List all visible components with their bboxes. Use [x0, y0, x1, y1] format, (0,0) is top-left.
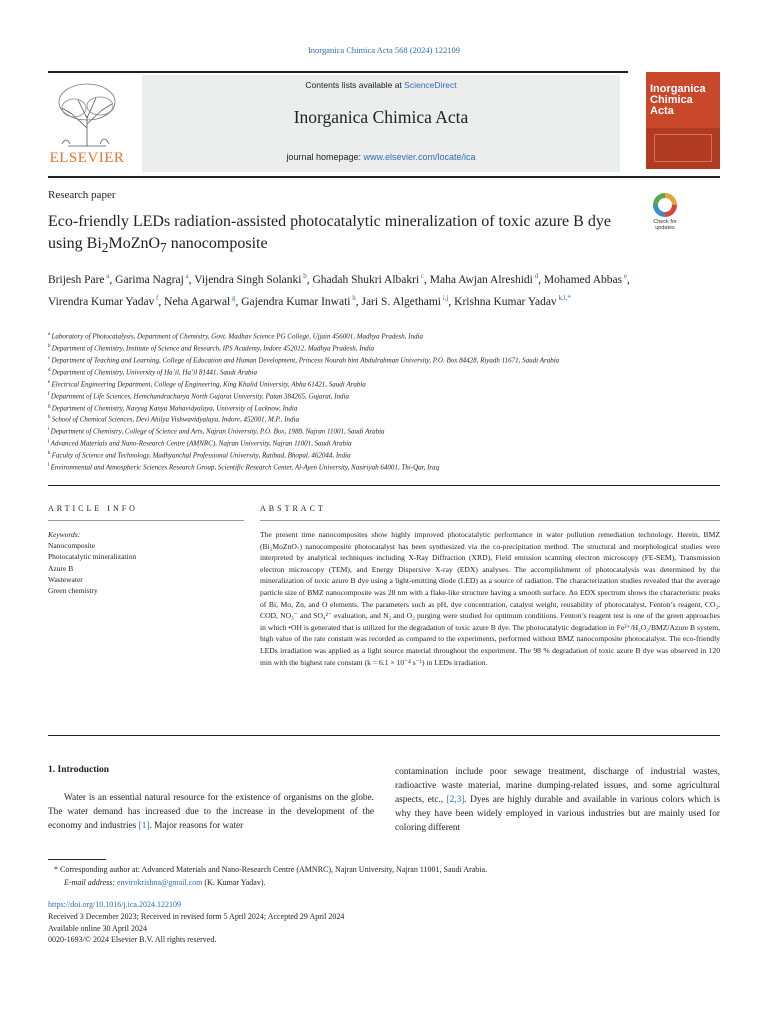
- footnote-rule: [48, 859, 106, 860]
- author-affiliation-marker[interactable]: h: [350, 293, 356, 302]
- title-subscript-1: 2: [101, 240, 109, 256]
- affiliation-item: [48, 378, 668, 390]
- journal-citation[interactable]: Inorganica Chimica Acta 568 (2024) 122109: [307, 45, 461, 55]
- email-suffix: (K. Kumar Yadav).: [202, 878, 266, 887]
- affiliation-text: Department of Teaching and Learning, College of Education and Human Development, Princess Nourah bint Abdulrahman University, P.O. Box 84428, Riyadh 11671, Saudi Arabia: [51, 356, 560, 365]
- header-bottom-rule: [48, 176, 720, 178]
- affiliation-item: [48, 342, 668, 354]
- author-separator: ,: [188, 273, 195, 286]
- received-dates: Received 3 December 2023; Received in revised form 5 April 2024; Accepted 29 April 2024: [48, 911, 345, 921]
- affiliation-text: School of Chemical Sciences, Devi Ahilya Vishwavidyalaya, Indore, 452001, M.P., India: [51, 415, 299, 424]
- email-label: E-mail address:: [64, 878, 118, 887]
- affiliation-item: [48, 437, 668, 449]
- article-info-heading: ARTICLE INFO: [48, 504, 138, 513]
- email-note: [64, 877, 724, 889]
- intro-text: contamination include poor sewage treatment, discharge of industrial wastes, radioactive waste material, marine dumping-related issues, and some agricultural aspects, etc.,: [395, 767, 720, 805]
- intro-text: . Dyes are highly durable and available in various colors which is why they have been widely employed in various industries but are mainly used for coloring different: [395, 795, 720, 833]
- keyword: Azure B: [48, 563, 74, 573]
- abstract-text: The present time nanocomposites show highly improved photocatalytic performance in water pollution remediation technology. Herein, BMZ (Bi₂MoZnO₇) nanocomposite photocatalyst has been synthesized via the co-precipitation method. The structural and morphological studies were interpreted by analytical techniques including X-Ray Diffraction (XRD), Field emission scanning electron microscopy (FE-SEM), Transmission electron microscopy (TEM), and Energy Dispersive X-ray (EDX) analyses. The accomplishment of photocatalysis was determined by the mineralization of toxic azure B dye using a light-emitting diode (LED) as a source of radiation. The characterization studies revealed that the average particle size of BMZ nanocomposite was 28 nm with a flake-like structure having a smooth surface. An EDX spectrum shows the characteristic peaks of Bi, Mo, Zn, and O elements. The parameters such as pH, dye concentration, catalyst weight, reusability of photocatalyst, Fenton’s reagent, CO₂, COD, NO₃⁻ and SO₄²⁻ evaluation, and N₂ and O₂ purging were studied for optimum conditions. Fenton’s reagent test is one of the green approaches in which •OH is generated that is utilized for the degradation of toxic azure B dye. The photocatalytic degradation in Fe²⁺/H₂O₂/BMZ/Azure B system, high value of the rate constant was recorded as compared to the experiments, performed without BMZ nanocomposite photocatalyst. The eco-friendly LEDs irradiation was applied as a light source material throughout the experiment. The 98 % degradation of toxic azure B dye was observed in 120 min with the highest rate constant (k = 6.1 × 10⁻⁴ s⁻¹) in LEDs irradiation.: [260, 530, 720, 667]
- title-part-3: nanocomposite: [166, 235, 268, 252]
- article-meta: [48, 899, 708, 946]
- keyword: Photocatalytic mineralization: [48, 552, 137, 562]
- affiliation-list: [48, 330, 668, 473]
- author-separator: ,: [448, 295, 455, 308]
- author-affiliation-marker[interactable]: i,j: [441, 293, 449, 302]
- author-name[interactable]: Vijendra Singh Solanki: [194, 273, 302, 286]
- abstract-heading: ABSTRACT: [260, 504, 326, 513]
- author-affiliation-marker[interactable]: g: [230, 293, 236, 302]
- title-part-2: MoZnO: [108, 235, 161, 252]
- author-affiliation-marker[interactable]: a: [104, 272, 110, 280]
- affiliation-item: [48, 366, 668, 378]
- affiliation-text: Department of Chemistry, University of Ha’il, Ha’il 81441, Saudi Arabia: [51, 368, 257, 377]
- author-separator: ,: [626, 273, 630, 286]
- author-affiliation-marker[interactable]: c: [419, 272, 425, 280]
- author-name[interactable]: Mohamed Abbas: [543, 273, 623, 286]
- affiliation-key: h: [48, 415, 52, 421]
- author-name[interactable]: Brijesh Pare: [48, 273, 105, 286]
- check-updates-label: Check for updates: [653, 219, 677, 231]
- abstract-rule: [260, 520, 720, 521]
- author-affiliation-marker[interactable]: d: [532, 272, 539, 280]
- affiliation-key: b: [48, 343, 52, 349]
- introduction-right-column: [395, 765, 720, 835]
- abstract-bottom-rule: [48, 735, 720, 736]
- author-affiliation-marker[interactable]: b: [301, 272, 307, 280]
- journal-cover-thumbnail[interactable]: [646, 72, 720, 169]
- journal-homepage-line: [142, 152, 620, 162]
- keywords-block: [48, 529, 244, 596]
- check-for-updates-button[interactable]: [648, 193, 682, 233]
- author-separator: ,: [306, 273, 313, 286]
- affiliation-item: [48, 330, 668, 342]
- keyword: Green chemistry: [48, 586, 98, 596]
- introduction-heading: 1. Introduction: [48, 765, 110, 775]
- affiliation-text: Department of Chemistry, College of Science and Arts, Najran University, P.O. Box, 1988, Najran 11001, Saudi Arabia: [50, 427, 385, 436]
- affiliation-item: [48, 449, 668, 461]
- article-info-top-rule: [48, 485, 720, 486]
- author-separator: ,: [158, 295, 165, 308]
- affiliation-key: j: [48, 439, 51, 445]
- introduction-left-column: [48, 791, 374, 833]
- elsevier-wordmark: ELSEVIER: [49, 150, 125, 166]
- author-separator: ,: [355, 295, 362, 308]
- author-list: [48, 267, 648, 311]
- affiliation-key: l: [48, 463, 51, 469]
- keyword: Wastewater: [48, 574, 83, 584]
- affiliation-item: [48, 425, 668, 437]
- author-separator: ,: [109, 273, 116, 286]
- author-separator: ,: [424, 273, 430, 286]
- contents-available-line: [142, 80, 620, 90]
- author-affiliation-marker[interactable]: k,l,*: [556, 293, 571, 302]
- journal-homepage-link[interactable]: www.elsevier.com/locate/ica: [363, 152, 476, 162]
- title-part-1: Eco-friendly LEDs radiation-assisted photocatalytic mineralization of toxic azure B dye using Bi: [48, 213, 611, 252]
- affiliation-key: f: [48, 391, 51, 397]
- affiliation-text: Department of Chemistry, Navyug Kanya Mahavidyalaya, University of Lucknow, India: [51, 403, 298, 412]
- journal-header-box: [142, 75, 620, 172]
- affiliation-text: Electrical Engineering Department, College of Engineering, King Khalid University, Abha 61421, Saudi Arabia: [51, 380, 366, 389]
- affiliation-key: c: [48, 355, 52, 361]
- contents-prefix: Contents lists available at: [305, 80, 405, 90]
- affiliation-item: [48, 461, 668, 473]
- affiliation-key: g: [48, 403, 52, 409]
- author-affiliation-marker[interactable]: a: [183, 272, 189, 280]
- affiliation-text: Department of Chemistry, Institute of Science and Research, IPS Academy, Indore 452012, Madhya Pradesh, India: [51, 344, 375, 353]
- keywords-label: Keywords:: [48, 530, 81, 539]
- doi-link[interactable]: https://doi.org/10.1016/j.ica.2024.122109: [48, 900, 181, 909]
- affiliation-item: [48, 390, 668, 402]
- cover-frame: [654, 134, 712, 162]
- sciencedirect-link[interactable]: ScienceDirect: [404, 80, 457, 90]
- affiliation-key: e: [48, 379, 52, 385]
- affiliation-text: Environmental and Atmospheric Sciences Research Group, Scientific Research Center, Al-Ayen University, Nasiriyah 64001, Thi-Qar, Iraq: [50, 463, 440, 472]
- cover-title: Inorganica Chimica Acta: [650, 83, 706, 117]
- author-name[interactable]: Neha Agarwal: [164, 295, 231, 308]
- author-name[interactable]: Jari S. Algethami: [361, 295, 442, 308]
- author-separator: ,: [538, 273, 544, 286]
- reference-link[interactable]: [1]: [138, 821, 150, 831]
- affiliation-key: a: [48, 332, 52, 337]
- article-title: [48, 211, 638, 259]
- article-info-rule: [48, 520, 244, 521]
- author-name[interactable]: Maha Awjan Alreshidi: [429, 273, 533, 286]
- intro-text: . Major reasons for water: [149, 821, 244, 831]
- intro-text: Water is an essential natural resource for the existence of organisms on the globe. The water demand has increased due to the increase in the development of the economy and industries: [48, 793, 374, 831]
- check-updates-icon: [653, 193, 677, 217]
- copyright: 0020-1693/© 2024 Elsevier B.V. All rights reserved.: [48, 935, 217, 945]
- affiliation-text: Department of Life Sciences, Hemchandracharya North Gujarat University, Patan 384265, Gujarat, India: [50, 391, 349, 400]
- author-name[interactable]: Krishna Kumar Yadav: [454, 295, 557, 308]
- author-separator: ,: [235, 295, 242, 308]
- journal-name: Inorganica Chimica Acta: [293, 107, 469, 127]
- affiliation-key: k: [48, 451, 52, 457]
- article-type: Research paper: [48, 189, 116, 201]
- title-subscript-2: 7: [160, 240, 167, 256]
- affiliation-text: Faculty of Science and Technology, Madhyanchal Professional University, Ratibad, Bhopal, 462044, India: [51, 451, 351, 460]
- available-online: Available online 30 April 2024: [48, 923, 147, 933]
- affiliation-item: [48, 354, 668, 366]
- affiliation-key: i: [48, 427, 51, 433]
- author-affiliation-marker[interactable]: f: [154, 293, 159, 302]
- corresponding-author-note: * Corresponding author at: Advanced Materials and Nano-Research Centre (AMNRC), Najran University, Najran 11001, Saudi Arabia.: [54, 865, 488, 874]
- affiliation-key: d: [48, 367, 52, 373]
- reference-link[interactable]: [2,3]: [446, 795, 465, 805]
- affiliation-item: [48, 402, 668, 414]
- author-name[interactable]: Virendra Kumar Yadav: [48, 295, 155, 308]
- author-name[interactable]: Gajendra Kumar Inwati: [241, 295, 351, 308]
- affiliation-text: Advanced Materials and Nano-Research Centre (AMNRC), Najran University, Najran 11001, Saudi Arabia: [50, 439, 352, 448]
- email-link[interactable]: envirokrishna@gmail.com: [117, 878, 203, 887]
- author-name[interactable]: Ghadah Shukri Albakri: [312, 273, 420, 286]
- affiliation-text: Laboratory of Photocatalysis, Department of Chemistry, Govt. Madhav Science PG College, Ujjain 456001, Madhya Pradesh, India: [51, 332, 424, 341]
- header-top-rule: [48, 71, 628, 73]
- homepage-prefix: journal homepage:: [286, 152, 364, 162]
- keyword: Nanocomposite: [48, 541, 96, 551]
- affiliation-item: [48, 413, 668, 425]
- author-affiliation-marker[interactable]: e: [622, 272, 627, 280]
- author-name[interactable]: Garima Nagraj: [115, 273, 184, 286]
